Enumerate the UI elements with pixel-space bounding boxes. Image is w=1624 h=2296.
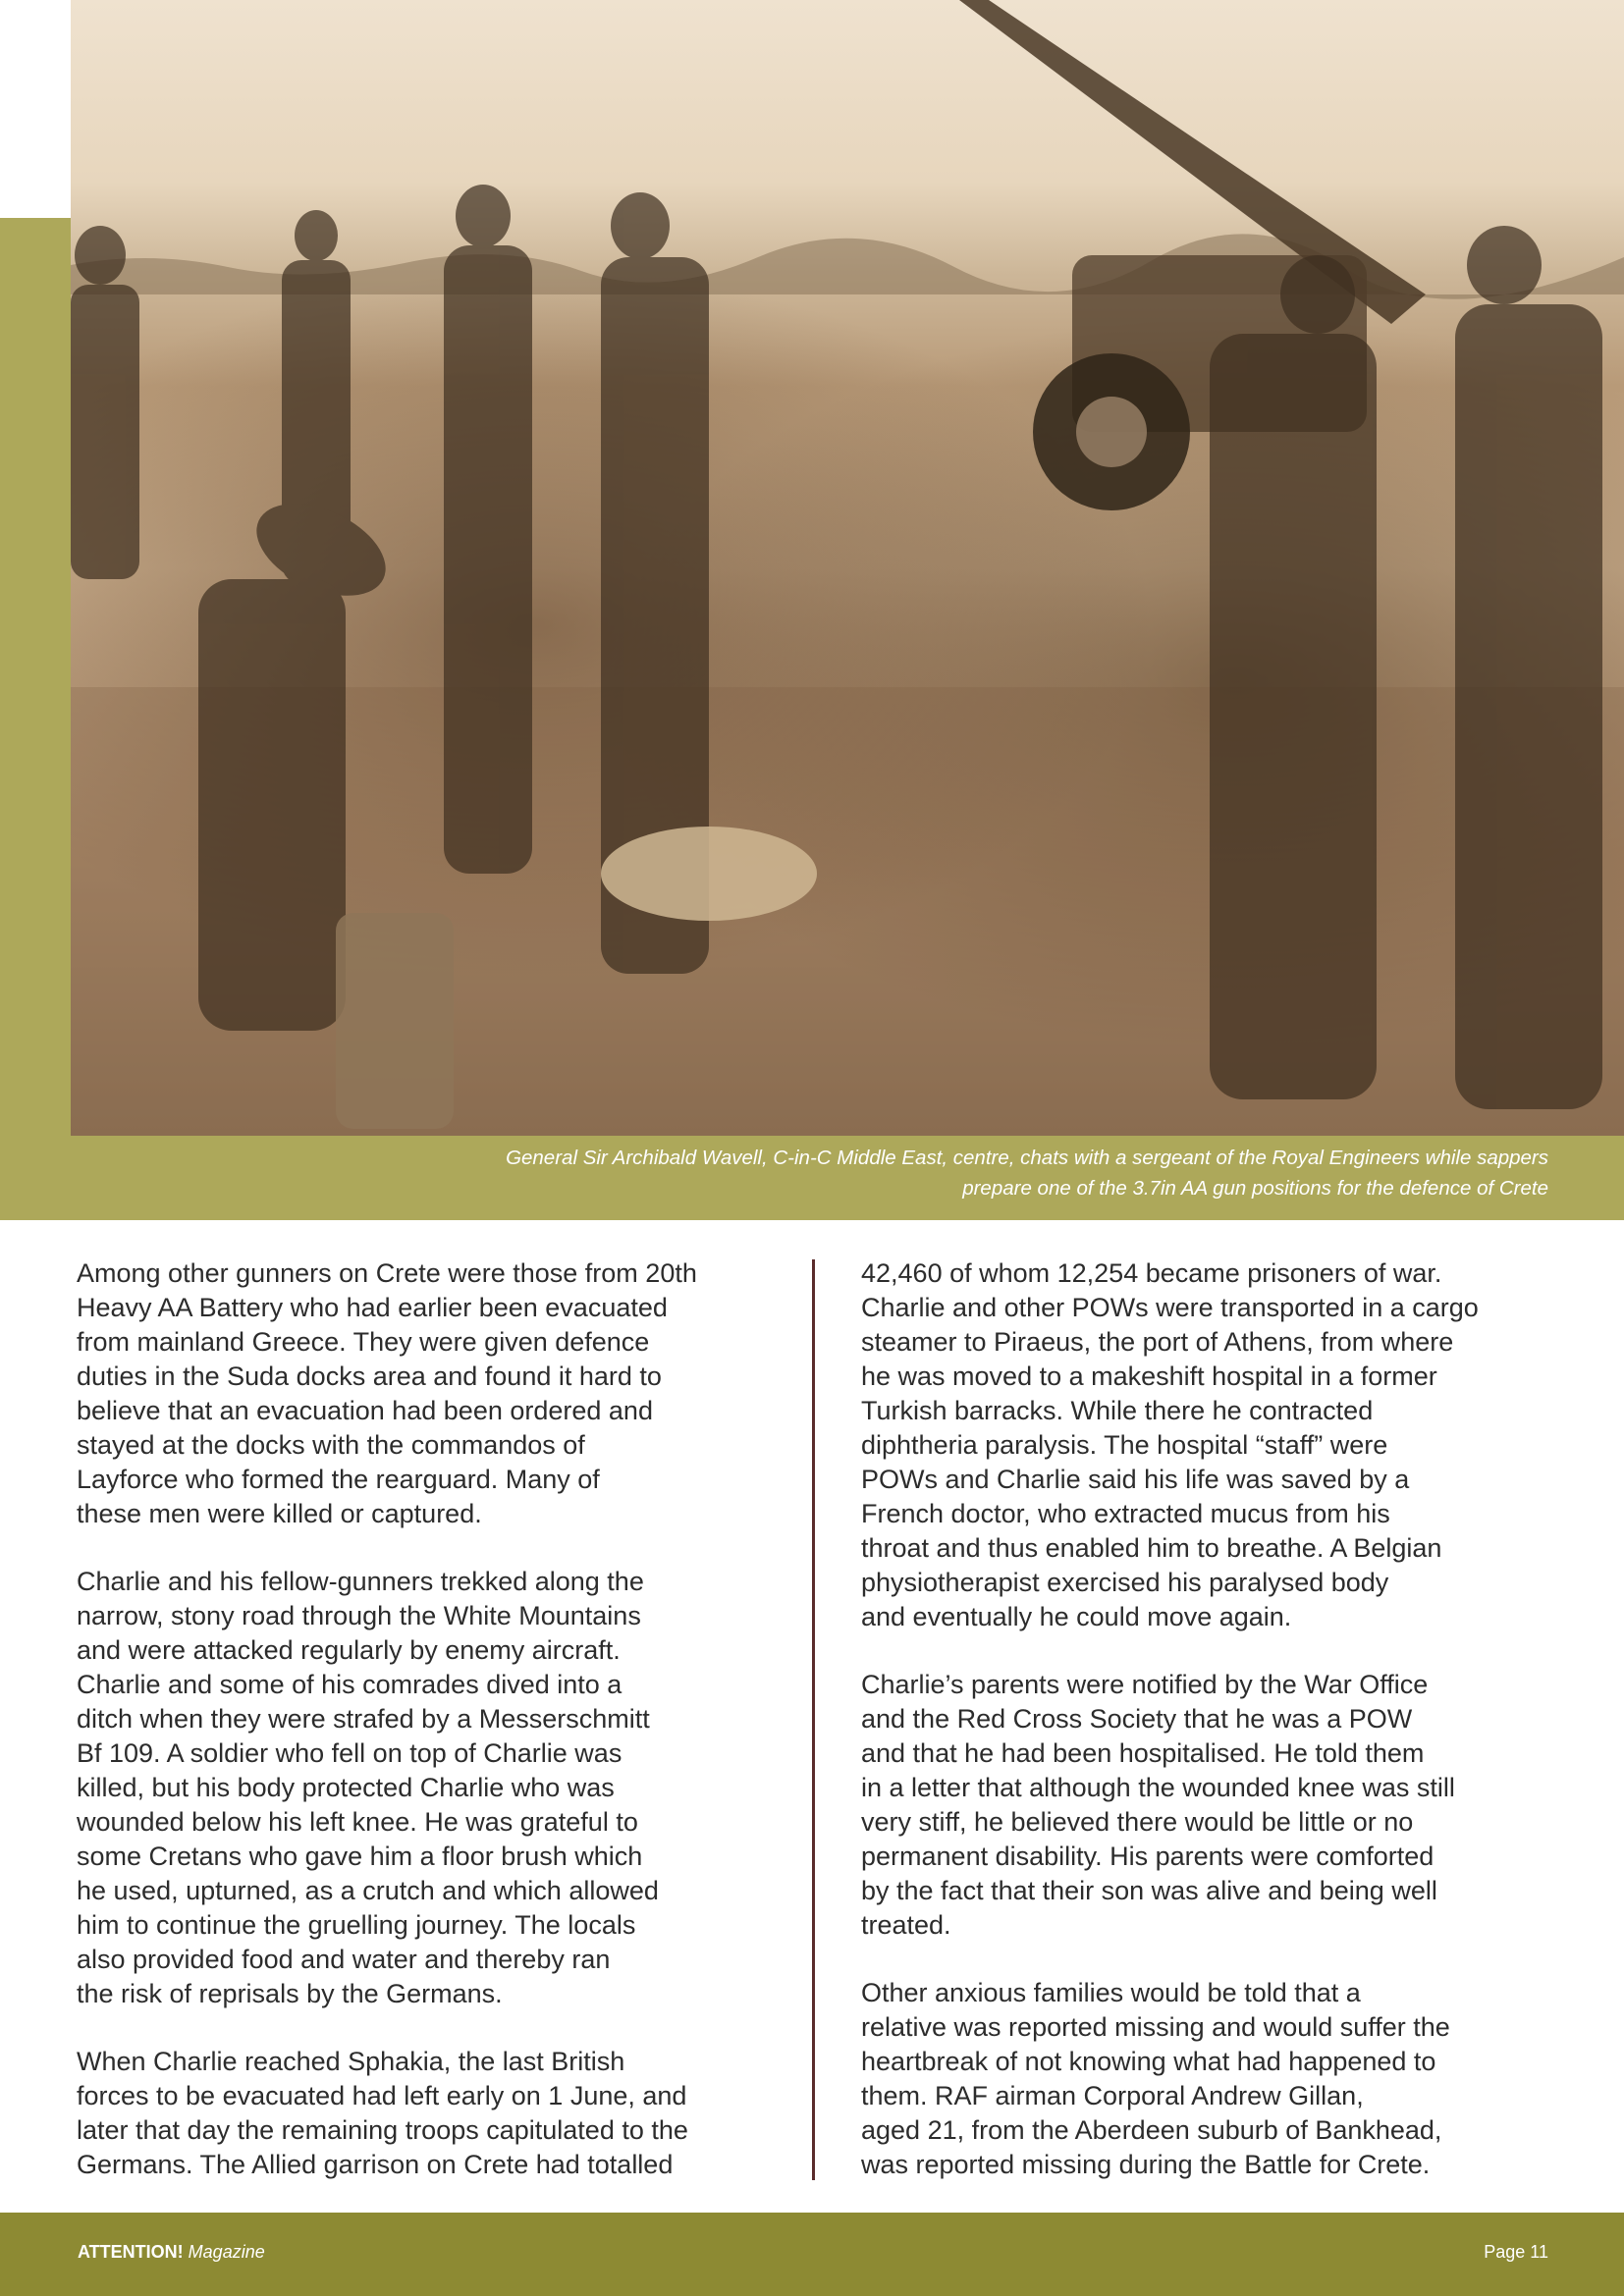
article-right-column	[861, 1256, 1568, 2216]
paragraph: Other anxious families would be told that a relative was reported missing and would suffer the heartbreak of not knowing what had happened to them. RAF airman Corporal Andrew Gillan, aged 21, from the Aberdeen suburb of Bankhead, was reported missing during the Battle for Crete.	[861, 1978, 1450, 2179]
paragraph: Charlie’s parents were notified by the War Office and the Red Cross Society that he was a POW and that he had been hospitalised. He told them in a letter that although the wounded knee was still very stiff, he believed there would be little or no permanent disability. His parents were comforted by the fact that their son was alive and being well treated.	[861, 1670, 1455, 1940]
column-divider	[812, 1259, 815, 2180]
page-footer	[0, 2213, 1624, 2296]
article-left-column	[77, 1256, 784, 2216]
page-number: Page 11	[1484, 2242, 1548, 2262]
photo-caption	[272, 1143, 1548, 1203]
photo-illustration	[71, 0, 1624, 1136]
caption-line-1: General Sir Archibald Wavell, C-in-C Middle East, centre, chats with a sergeant of the Royal Engineers while sappers	[506, 1147, 1548, 1169]
paragraph: When Charlie reached Sphakia, the last British forces to be evacuated had left early on 1 June, and later that day the remaining troops capitulated to the Germans. The Allied garrison on Crete had totalled	[77, 2047, 688, 2179]
paragraph: 42,460 of whom 12,254 became prisoners of war. Charlie and other POWs were transported in a cargo steamer to Piraeus, the port of Athens, from where he was moved to a makeshift hospital in a former Turkish barracks. While there he contracted diphtheria paralysis. The hospital “staff” were POWs and Charlie said his life was saved by a French doctor, who extracted mucus from his throat and thus enabled him to breathe. A Belgian physiotherapist exercised his paralysed body and eventually he could move again.	[861, 1258, 1479, 1631]
magazine-name	[78, 2242, 265, 2263]
paragraph: Charlie and his fellow-gunners trekked along the narrow, stony road through the White Mountains and were attacked regularly by enemy aircraft. Charlie and some of his comrades dived into a ditch when they were strafed by a Messerschmitt Bf 109. A soldier who fell on top of Charlie was killed, but his body protected Charlie who was wounded below his left knee. He was grateful to some Cretans who gave him a floor brush which he used, upturned, as a crutch and which allowed him to continue the gruelling journey. The locals also provided food and water and thereby ran the risk of reprisals by the Germans.	[77, 1567, 659, 2008]
paragraph: Among other gunners on Crete were those from 20th Heavy AA Battery who had earlier been evacuated from mainland Greece. They were given defence duties in the Suda docks area and found it hard to believe that an evacuation had been ordered and stayed at the docks with the commandos of Layforce who formed the rearguard. Many of these men were killed or captured.	[77, 1258, 697, 1528]
caption-line-2: prepare one of the 3.7in AA gun positions for the defence of Crete	[962, 1177, 1548, 1200]
brand-name: ATTENTION!	[78, 2242, 184, 2262]
historical-photo	[71, 0, 1624, 1136]
magazine-label: Magazine	[188, 2242, 265, 2262]
